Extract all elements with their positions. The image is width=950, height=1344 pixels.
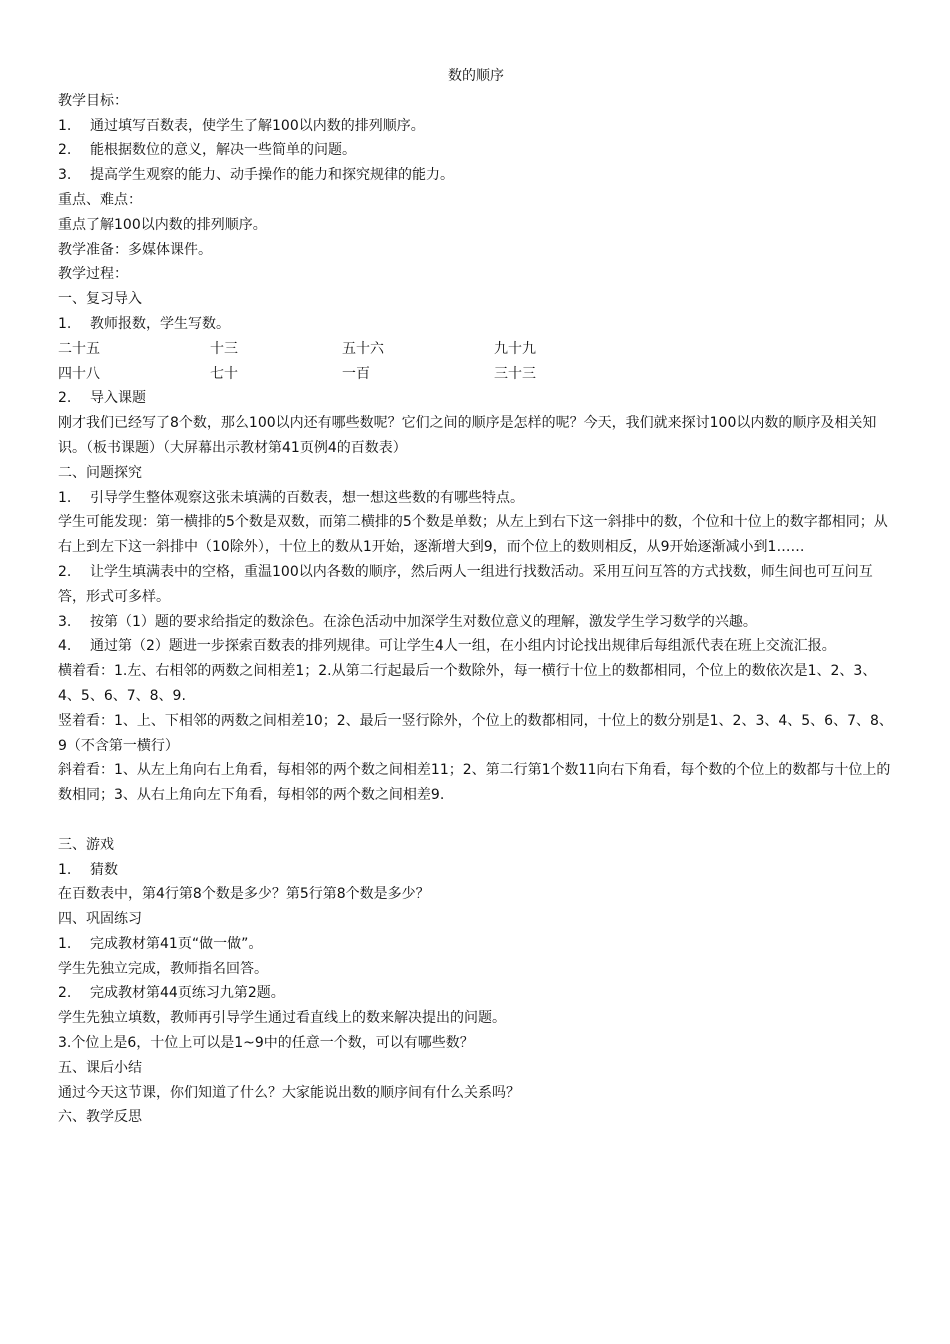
list-number: 2.	[58, 985, 72, 1002]
list-item-text: 引导学生整体观察这张未填满的百数表，想一想这些数的有哪些特点。	[90, 489, 524, 506]
intro-paragraph: 刚才我们已经写了8个数，那么100以内还有哪些数呢？它们之间的顺序是怎样的呢？今天，我们就来探讨100以内数的顺序及相关知识。（板书课题）（大屏幕出示教材第41页例4的百数表）	[58, 415, 877, 456]
section-heading-practice: 四、巩固练习	[58, 911, 142, 928]
list-item-text: 教师报数，学生写数。	[90, 315, 230, 332]
lesson-plan-document	[58, 64, 894, 1130]
number-word: 七十	[210, 365, 238, 382]
list-item	[58, 560, 894, 610]
number-word: 一百	[342, 365, 370, 382]
number-word: 四十八	[58, 365, 100, 382]
number-word: 五十六	[342, 340, 384, 357]
list-number: 4.	[58, 638, 72, 655]
teaching-prep: 教学准备：多媒体课件。	[58, 241, 212, 258]
key-points-heading: 重点、难点：	[58, 191, 142, 208]
horizontal-pattern: 横着看：1.左、右相邻的两数之间相差1；2.从第二行起最后一个数除外，每一横行十位上的数都相同，个位上的数依次是1、2、3、4、5、6、7、8、9.	[58, 663, 877, 704]
section-heading-game: 三、游戏	[58, 836, 114, 853]
list-number: 1.	[58, 861, 72, 878]
practice-note: 学生先独立填数，教师再引导学生通过看直线上的数来解决提出的问题。	[58, 1010, 506, 1027]
discovery-paragraph: 学生可能发现：第一横排的5个数是双数，而第二横排的5个数是单数；从左上到右下这一斜排中的数，个位和十位上的数字都相同；从右上到左下这一斜排中（10除外），十位上的数从1开始，逐渐增大到9，而个位上的数则相反，从9开始逐渐减小到1……	[58, 514, 888, 556]
section-heading-reflection: 六、教学反思	[58, 1109, 142, 1126]
number-words-row	[58, 337, 894, 362]
list-number: 1.	[58, 935, 72, 952]
number-words-row	[58, 362, 894, 387]
objective-text: 能根据数位的意义，解决一些简单的问题。	[90, 142, 356, 159]
list-item	[58, 858, 894, 883]
vertical-pattern: 竖着看：1、上、下相邻的两数之间相差10；2、最后一竖行除外，个位上的数都相同，十位上的数分别是1、2、3、4、5、6、7、8、9（不含第一横行）	[58, 712, 893, 754]
process-heading: 教学过程：	[58, 266, 128, 283]
list-number: 1.	[58, 315, 72, 332]
list-number: 3.	[58, 613, 72, 630]
list-item-text: 按第（1）题的要求给指定的数涂色。在涂色活动中加深学生对数位意义的理解，激发学生学习数学的兴趣。	[90, 613, 757, 630]
list-number: 2.	[58, 390, 72, 407]
number-word: 三十三	[494, 365, 536, 382]
list-item-text: 导入课题	[90, 390, 146, 407]
practice-question: 3.个位上是6，十位上可以是1~9中的任意一个数，可以有哪些数？	[58, 1035, 474, 1052]
list-item	[58, 610, 894, 635]
number-word: 十三	[210, 340, 238, 357]
list-item	[58, 386, 894, 411]
list-item	[58, 634, 894, 659]
list-item	[58, 932, 894, 957]
practice-note: 学生先独立完成，教师指名回答。	[58, 960, 268, 977]
list-item-text: 通过第（2）题进一步探索百数表的排列规律。可让学生4人一组，在小组内讨论找出规律后每组派代表在班上交流汇报。	[90, 638, 836, 655]
list-number: 2.	[58, 563, 72, 580]
list-item-text: 完成教材第41页“做一做”。	[90, 935, 263, 952]
section-heading-explore: 二、问题探究	[58, 464, 142, 481]
section-heading-summary: 五、课后小结	[58, 1059, 142, 1076]
objective-text: 通过填写百数表，使学生了解100以内数的排列顺序。	[90, 117, 425, 134]
key-points-text: 重点了解100以内数的排列顺序。	[58, 216, 267, 233]
number-word: 二十五	[58, 340, 100, 357]
objective-item	[58, 138, 894, 163]
list-item	[58, 981, 894, 1006]
objectives-heading: 教学目标：	[58, 92, 128, 109]
list-item-text: 完成教材第44页练习九第2题。	[90, 985, 285, 1002]
list-number: 3.	[58, 167, 72, 184]
document-title: 数的顺序	[448, 68, 504, 84]
objective-item	[58, 163, 894, 188]
objective-text: 提高学生观察的能力、动手操作的能力和探究规律的能力。	[90, 167, 454, 184]
number-word: 九十九	[494, 340, 536, 357]
list-item	[58, 312, 894, 337]
diagonal-pattern: 斜着看：1、从左上角向右上角看，每相邻的两个数之间相差11；2、第二行第1个数11向右下角看，每个数的个位上的数都与十位上的数相同；3、从右上角向左下角看，每相邻的两个数之间相差9.	[58, 762, 891, 804]
list-number: 1.	[58, 489, 72, 506]
list-item-text: 猜数	[90, 861, 118, 878]
blank-line	[58, 808, 894, 833]
objective-item	[58, 114, 894, 139]
list-number: 2.	[58, 142, 72, 159]
section-heading-review: 一、复习导入	[58, 291, 142, 308]
summary-text: 通过今天这节课，你们知道了什么？大家能说出数的顺序间有什么关系吗？	[58, 1084, 520, 1101]
list-number: 1.	[58, 117, 72, 134]
game-question: 在百数表中，第4行第8个数是多少？第5行第8个数是多少？	[58, 886, 430, 903]
list-item	[58, 486, 894, 511]
list-item-text: 让学生填满表中的空格，重温100以内各数的顺序，然后两人一组进行找数活动。采用互问互答的方式找数，师生间也可互问互答，形式可多样。	[58, 563, 873, 605]
